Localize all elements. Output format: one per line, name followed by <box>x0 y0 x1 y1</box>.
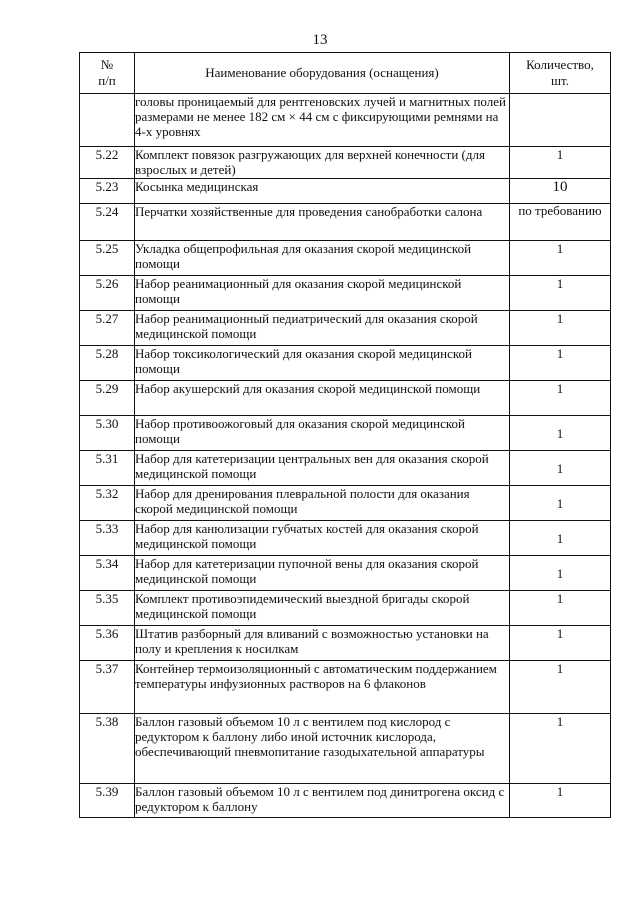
row-num: 5.33 <box>80 521 135 556</box>
row-name: Баллон газовый объемом 10 л с вентилем под динитрогена оксид с редуктором к баллону <box>135 784 510 818</box>
row-name: Набор для катетеризации центральных вен для оказания скорой медицинской помощи <box>135 451 510 486</box>
row-num: 5.27 <box>80 311 135 346</box>
row-name: Набор противоожоговый для оказания скорой медицинской помощи <box>135 416 510 451</box>
row-num: 5.34 <box>80 556 135 591</box>
row-num <box>80 94 135 147</box>
row-name: Комплект повязок разгружающих для верхней конечности (для взрослых и детей) <box>135 147 510 179</box>
row-name: Набор реанимационный для оказания скорой медицинской помощи <box>135 276 510 311</box>
table-row <box>80 416 611 451</box>
table-row <box>80 486 611 521</box>
header-name: Наименование оборудования (оснащения) <box>135 53 510 94</box>
row-num: 5.35 <box>80 591 135 626</box>
row-name: Набор для катетеризации пупочной вены для оказания скорой медицинской помощи <box>135 556 510 591</box>
row-num: 5.36 <box>80 626 135 661</box>
row-qty: 10 <box>510 179 611 204</box>
row-name: головы проницаемый для рентгеновских лучей и магнитных полей размерами не менее 182 см × 44 см с фиксирующими ремнями на 4-х уровнях <box>135 94 510 147</box>
row-qty: 1 <box>510 276 611 311</box>
row-qty: 1 <box>510 311 611 346</box>
row-num: 5.30 <box>80 416 135 451</box>
row-name: Перчатки хозяйственные для проведения санобработки салона <box>135 204 510 241</box>
table-row <box>80 179 611 204</box>
row-name: Косынка медицинская <box>135 179 510 204</box>
row-name: Набор для дренирования плевральной полости для оказания скорой медицинской помощи <box>135 486 510 521</box>
row-qty: 1 <box>510 241 611 276</box>
table-row <box>80 346 611 381</box>
table-row <box>80 311 611 346</box>
row-qty <box>510 94 611 147</box>
table-row <box>80 451 611 486</box>
row-qty: 1 <box>510 556 611 591</box>
row-num: 5.29 <box>80 381 135 416</box>
table-row <box>80 147 611 179</box>
row-qty: 1 <box>510 661 611 714</box>
table-row <box>80 591 611 626</box>
table-header-row <box>80 53 611 94</box>
table-row <box>80 204 611 241</box>
table-row-continuation <box>80 94 611 147</box>
row-qty: 1 <box>510 451 611 486</box>
row-qty: 1 <box>510 714 611 784</box>
row-qty: по требованию <box>510 204 611 241</box>
row-num: 5.24 <box>80 204 135 241</box>
header-num: № п/п <box>80 53 135 94</box>
row-num: 5.26 <box>80 276 135 311</box>
header-qty: Количество, шт. <box>510 53 611 94</box>
row-qty: 1 <box>510 381 611 416</box>
row-name: Набор токсикологический для оказания скорой медицинской помощи <box>135 346 510 381</box>
row-num: 5.39 <box>80 784 135 818</box>
row-qty: 1 <box>510 486 611 521</box>
row-num: 5.28 <box>80 346 135 381</box>
row-num: 5.31 <box>80 451 135 486</box>
row-name: Штатив разборный для вливаний с возможностью установки на полу и крепления к носилкам <box>135 626 510 661</box>
row-qty: 1 <box>510 521 611 556</box>
row-num: 5.25 <box>80 241 135 276</box>
row-num: 5.37 <box>80 661 135 714</box>
table-row <box>80 784 611 818</box>
table-row <box>80 276 611 311</box>
table-row <box>80 521 611 556</box>
table-row <box>80 556 611 591</box>
table-row <box>80 241 611 276</box>
row-name: Набор акушерский для оказания скорой медицинской помощи <box>135 381 510 416</box>
page-number: 13 <box>312 32 328 48</box>
table-row <box>80 661 611 714</box>
row-num: 5.38 <box>80 714 135 784</box>
equipment-table <box>79 52 611 818</box>
row-name: Комплект противоэпидемический выездной бригады скорой медицинской помощи <box>135 591 510 626</box>
row-qty: 1 <box>510 147 611 179</box>
row-name: Набор реанимационный педиатрический для оказания скорой медицинской помощи <box>135 311 510 346</box>
row-qty: 1 <box>510 626 611 661</box>
row-qty: 1 <box>510 416 611 451</box>
row-num: 5.23 <box>80 179 135 204</box>
row-name: Баллон газовый объемом 10 л с вентилем под кислород с редуктором к баллону либо иной источник кислорода, обеспечивающий пневмопитание газодыхательной аппаратуры <box>135 714 510 784</box>
row-qty: 1 <box>510 784 611 818</box>
table-row <box>80 381 611 416</box>
table-row <box>80 714 611 784</box>
row-qty: 1 <box>510 346 611 381</box>
table-row <box>80 626 611 661</box>
row-name: Контейнер термоизоляционный с автоматическим поддержанием температуры инфузионных растворов на 6 флаконов <box>135 661 510 714</box>
row-qty: 1 <box>510 591 611 626</box>
row-num: 5.22 <box>80 147 135 179</box>
row-num: 5.32 <box>80 486 135 521</box>
row-name: Укладка общепрофильная для оказания скорой медицинской помощи <box>135 241 510 276</box>
row-name: Набор для канюлизации губчатых костей для оказания скорой медицинской помощи <box>135 521 510 556</box>
